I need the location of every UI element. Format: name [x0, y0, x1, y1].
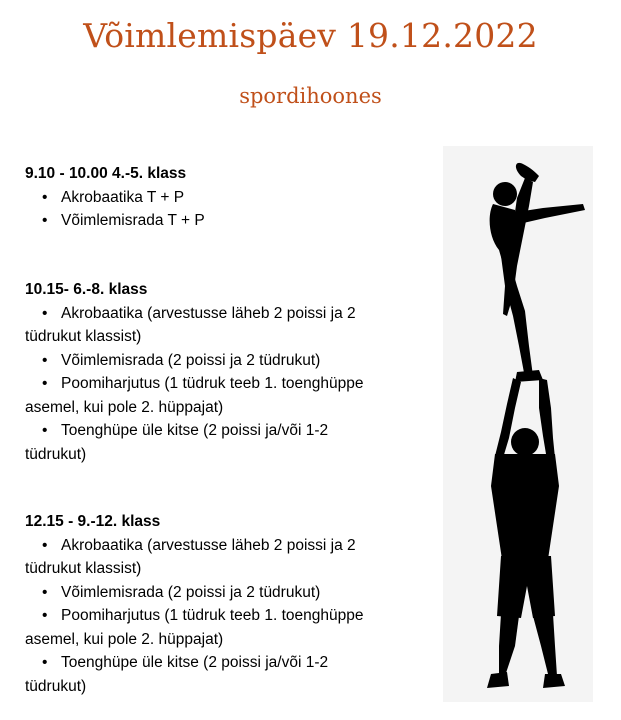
item-text-continued: tüdrukut)	[25, 677, 87, 695]
list-item	[25, 372, 425, 419]
page-subtitle: spordihoones	[239, 84, 382, 108]
item-text: Akrobaatika (arvestusse läheb 2 poissi ja 2	[61, 536, 356, 554]
item-list	[25, 302, 425, 467]
bullet-icon: •	[42, 422, 48, 439]
item-text-continued: asemel, kui pole 2. hüppajat)	[25, 398, 224, 416]
list-item	[25, 349, 425, 373]
item-text: Võimlemisrada (2 poissi ja 2 tüdrukut)	[61, 351, 321, 369]
acrobatic-pair-silhouette-icon	[443, 146, 593, 702]
section-heading: 10.15- 6.-8. klass	[25, 281, 148, 298]
item-text-continued: tüdrukut klassist)	[25, 328, 142, 345]
item-text-continued: asemel, kui pole 2. hüppajat)	[25, 630, 224, 648]
bullet-icon: •	[42, 607, 48, 624]
list-item	[25, 186, 425, 210]
acrobatics-photo	[443, 146, 593, 702]
item-text: Võimlemisrada (2 poissi ja 2 tüdrukut)	[61, 583, 321, 601]
item-list	[25, 186, 425, 233]
item-text: Akrobaatika (arvestusse läheb 2 poissi ja 2	[61, 304, 356, 322]
schedule-section-3	[25, 510, 425, 698]
bullet-icon: •	[42, 304, 48, 322]
item-text: Poomiharjutus (1 tüdruk teeb 1. toenghüppe	[61, 375, 364, 392]
list-item	[25, 581, 425, 605]
bullet-icon: •	[42, 375, 48, 392]
item-list	[25, 534, 425, 699]
item-text-continued: tüdrukut klassist)	[25, 560, 142, 577]
bullet-icon: •	[42, 351, 48, 369]
schedule-section-2	[25, 278, 425, 466]
list-item	[25, 534, 425, 581]
item-text: Võimlemisrada T + P	[61, 212, 205, 229]
bullet-icon: •	[42, 212, 48, 229]
item-text: Poomiharjutus (1 tüdruk teeb 1. toenghüppe	[61, 607, 364, 624]
item-text: Toenghüpe üle kitse (2 poissi ja/või 1-2	[61, 654, 329, 671]
page-title: Võimlemispäev 19.12.2022	[83, 16, 538, 55]
bullet-icon: •	[42, 536, 48, 554]
list-item	[25, 604, 425, 651]
list-item	[25, 419, 425, 466]
list-item	[25, 209, 425, 233]
section-heading: 9.10 - 10.00 4.-5. klass	[25, 165, 187, 182]
list-item	[25, 302, 425, 349]
bullet-icon: •	[42, 188, 48, 206]
list-item	[25, 651, 425, 698]
item-text-continued: tüdrukut)	[25, 445, 87, 463]
schedule-section-1	[25, 162, 425, 233]
item-text: Akrobaatika T + P	[61, 188, 185, 206]
bullet-icon: •	[42, 654, 48, 671]
section-heading: 12.15 - 9.-12. klass	[25, 513, 161, 530]
item-text: Toenghüpe üle kitse (2 poissi ja/või 1-2	[61, 422, 329, 439]
bullet-icon: •	[42, 583, 48, 601]
